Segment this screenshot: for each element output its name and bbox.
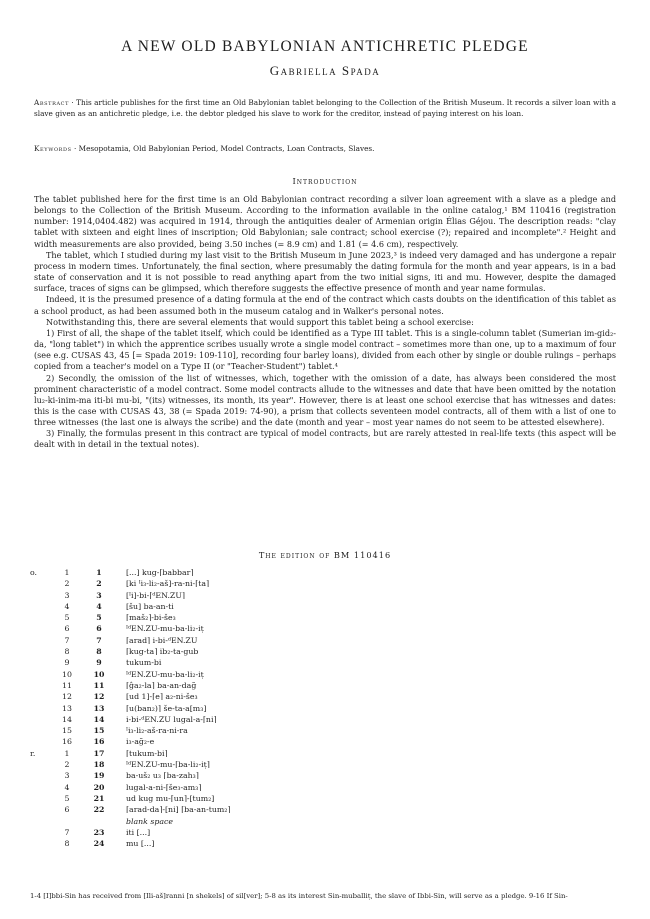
transliteration-line <box>30 793 390 804</box>
intro-paragraph: 1) First of all, the shape of the tablet itself, which could be identified as a Type III tablet. This is a single-column tablet (Sumerian im-gid₂-da, "long tablet") in which the apprentice scribes usually wrote a single model contract – sometimes more than one, up to a maximum of four (see e.g. CUSAS 43, 45 [= Spada 2019: 109-110], recording four barley loans), divided from each other by single or double rulings – perhaps copied from a teacher's model on a Type II (or "Teacher-Student") tablet.⁴ <box>34 327 616 372</box>
line-number-total: 15 <box>93 726 105 736</box>
line-number-total: 10 <box>93 669 105 679</box>
line-number-side: 7 <box>64 827 70 837</box>
line-number-side: 9 <box>64 658 70 668</box>
article-author: Gabriella Spada <box>269 63 381 78</box>
line-text: tukum-bi <box>126 658 162 668</box>
transliteration-line <box>30 669 390 680</box>
transliteration-line <box>30 612 390 623</box>
line-number-side: 8 <box>64 647 70 657</box>
transliteration-line <box>30 748 390 759</box>
line-text: i₃-ag̃₂-e <box>126 737 155 747</box>
line-number-side: 13 <box>62 703 72 713</box>
line-number-side: 2 <box>64 760 70 770</box>
line-number-side: 16 <box>62 737 72 747</box>
transliteration-line <box>30 804 390 815</box>
line-number-total: 23 <box>93 827 105 837</box>
line-number-total: 3 <box>96 590 102 600</box>
transliteration-line <box>30 759 390 770</box>
line-text: [...] kug-⌈babbar⌉ <box>126 568 194 577</box>
abstract-separator: · <box>69 98 77 107</box>
line-number-total: 12 <box>93 692 105 702</box>
transliteration-line <box>30 691 390 702</box>
keywords <box>34 143 616 154</box>
line-number-total: 5 <box>96 613 102 623</box>
line-number-total: 22 <box>93 805 105 815</box>
transliteration-line <box>30 838 390 849</box>
transliteration-line <box>30 770 390 781</box>
abstract-text: This article publishes for the first time an Old Babylonian tablet belonging to the Collection of the British Museum. It records a silver loan with a slave given as an antichretic pledge, i.e. the debtor pledged his slave to work for the creditor, instead of paying interest on his loan. <box>34 98 616 119</box>
line-text: ᴵi₃-li₂-aš-ra-ni-ra <box>126 726 188 736</box>
line-text: lugal-a-ni-⌈še₃-am₃⌉ <box>126 782 202 792</box>
line-number-side: 15 <box>62 726 72 736</box>
line-number-side: 5 <box>64 793 70 803</box>
line-number-side: 3 <box>64 771 70 781</box>
line-side: r. <box>30 748 36 758</box>
line-number-total: 11 <box>93 680 105 690</box>
line-number-side: 12 <box>62 692 72 702</box>
translation-note: 1-4 [I]bbi-Sin has received from [Ili-aš]ranni [n shekels] of sil[ver]; 5-8 as its interest Sin-muballiṭ, the slave of Ibbi-Sin, will serve as a pledge. 9-16 If Sin- <box>30 892 568 900</box>
line-number-side: 6 <box>64 624 70 634</box>
line-number-total: 16 <box>93 737 105 747</box>
transliteration-line <box>30 590 390 601</box>
abstract-label: Abstract <box>34 98 70 107</box>
transliteration-line <box>30 601 390 612</box>
line-number-side: 14 <box>62 714 72 724</box>
transliteration-line <box>30 646 390 657</box>
transliteration-line <box>30 782 390 793</box>
line-number-total: 17 <box>93 748 105 758</box>
introduction-body <box>34 194 616 451</box>
transliteration-line <box>30 725 390 736</box>
transliteration-line <box>30 827 390 838</box>
transliteration-line <box>30 703 390 714</box>
line-number-total: 7 <box>96 635 102 645</box>
line-text: [ki ᴵi₃-li₂-aš]-ra-ni-⌈ta⌉ <box>126 579 210 589</box>
line-text: iti [...] <box>126 827 151 837</box>
line-text: [ud 1]-⌈e⌉ a₂-ni-še₃ <box>126 692 198 702</box>
line-number-total: 20 <box>93 782 105 792</box>
line-text: ⌈arad⌉ i-bi-ᵈEN.ZU <box>126 635 198 645</box>
intro-paragraph: 2) Secondly, the omission of the list of witnesses, which, together with the omission of a date, has always been considered the most prominent characteristic of a model contract. Some model contracts allude to the witnesses and date that have been omitted by the notation lu₂-ki-inim-ma iti-bi mu-bi, "(its) witnesses, its month, its year". However, there is at least one school exercise that has witnesses and dates: this is the case with CUSAS 43, 38 (= Spada 2019: 74-90), a prism that collects seventeen model contracts, all of them with a list of one to three witnesses (the last one is always the scribe) and the date (month and year – most year names do not seem to be attested elsewhere). <box>34 372 616 428</box>
line-text: ᴵᵈEN.ZU-mu-ba-li₂-iṭ <box>126 624 204 634</box>
line-number-total: 9 <box>96 658 102 668</box>
article-title: A NEW OLD BABYLONIAN ANTICHRETIC PLEDGE <box>121 38 529 55</box>
intro-paragraph: The tablet, which I studied during my last visit to the British Museum in June 2023,³ is indeed very damaged and has undergone a repair process in modern times. Unfortunately, the final section, where presumably the dating formula for the month and year appears, is in a bad state of conservation and it is not possible to read anything apart from the two initial signs, iti and mu. However, despite the damaged surface, traces of signs can be glimpsed, which therefore suggests the effective presence of month and year name formulas. <box>34 249 616 294</box>
transliteration-line <box>30 657 390 668</box>
line-text: ⌈kug-ta⌉ ib₂-ta-gub <box>126 647 199 657</box>
line-number-total: 2 <box>96 579 102 589</box>
line-text: ud kug mu-⌈un⌉-[tum₂] <box>126 793 215 803</box>
intro-paragraph: Notwithstanding this, there are several elements that would support this tablet being a school exercise: <box>46 316 474 327</box>
transliteration-table <box>30 567 390 849</box>
line-side: o. <box>30 568 38 577</box>
line-text: ᴵᵈEN.ZU-mu-⌈ba-li₂-iṭ⌉ <box>126 760 210 770</box>
line-number-total: 6 <box>96 624 102 634</box>
line-number-total: 18 <box>93 760 105 770</box>
line-number-side: 1 <box>64 568 70 577</box>
line-text: [šu] ba-an-ti <box>126 601 174 611</box>
line-number-total: 4 <box>96 601 102 611</box>
intro-paragraph: The tablet published here for the first time is an Old Babylonian contract recording a silver loan agreement with a slave as a pledge and belongs to the Collection of the British Museum. According to the information available in the online catalog,¹ BM 110416 (registration number: 1914,0404.482) was acquired in 1914, through the antiquities dealer of Armenian origin Élias Géjou. The description reads: "clay tablet with sixteen and eight lines of inscription; Old Babylonian; sale contract; school exercise (?); repaired and incomplete".² Height and width measurements are also provided, being 3.50 inches (= 8.9 cm) and 1.81 (= 4.6 cm), respectively. <box>34 194 616 249</box>
transliteration-line <box>30 714 390 725</box>
intro-paragraph: 3) Finally, the formulas present in this contract are typical of model contracts, but are rarely attested in real-life texts (this aspect will be dealt with in detail in the textual notes). <box>34 428 616 450</box>
line-number-side: 8 <box>64 839 70 849</box>
transliteration-line <box>30 623 390 634</box>
keywords-label: Keywords <box>34 144 72 153</box>
line-text: [ᴵi]-bi-⌈ᵈEN.ZU⌉ <box>126 590 185 600</box>
keywords-separator: · <box>71 144 79 153</box>
line-text: i-bi-ᵈEN.ZU lugal-a-⌈ni⌉ <box>126 714 217 724</box>
keywords-text: Mesopotamia, Old Babylonian Period, Model Contracts, Loan Contracts, Slaves. <box>78 144 375 153</box>
line-text: ⌈arad-da⌉-[ni] ⌈ba-an-tum₂⌉ <box>126 805 231 815</box>
line-text: blank space <box>126 816 173 826</box>
abstract <box>34 97 616 120</box>
line-text: ⌈tukum-bi⌉ <box>126 748 168 758</box>
transliteration-line <box>30 736 390 747</box>
line-number-side: 1 <box>64 748 70 758</box>
line-number-side: 3 <box>64 590 70 600</box>
line-number-total: 13 <box>93 703 105 713</box>
line-number-side: 10 <box>62 669 72 679</box>
line-text: ᴵᵈEN.ZU-mu-ba-li₂-iṭ <box>126 669 204 679</box>
line-number-side: 4 <box>64 601 70 611</box>
line-number-side: 7 <box>64 635 70 645</box>
line-number-total: 24 <box>93 839 105 849</box>
line-number-total: 14 <box>93 714 105 724</box>
line-number-total: 19 <box>93 771 105 781</box>
line-number-side: 11 <box>62 680 72 690</box>
transliteration-line <box>30 635 390 646</box>
line-text: mu [...] <box>126 839 155 849</box>
transliteration-line <box>30 816 390 827</box>
transliteration-line <box>30 567 390 578</box>
line-text: ⌈ĝa₂-la⌉ ba-an-dag̃ <box>126 680 197 690</box>
intro-paragraph: Indeed, it is the presumed presence of a dating formula at the end of the contract which casts doubts on the identification of this tablet as a school product, as had been assumed both in the museum catalog and in Walker's personal notes. <box>34 294 616 316</box>
section-heading-edition: The edition of BM 110416 <box>258 550 392 560</box>
line-text: ⌈u(ban₂)⌉ še-ta-a[m₃] <box>126 703 207 713</box>
section-heading-introduction: Introduction <box>292 176 358 186</box>
line-number-total: 8 <box>96 647 102 657</box>
line-number-side: 6 <box>64 805 70 815</box>
line-number-side: 4 <box>64 782 70 792</box>
line-text: ⌈maš₂⌉-bi-še₃ <box>126 613 176 623</box>
line-number-total: 21 <box>93 793 105 803</box>
transliteration-line <box>30 680 390 691</box>
line-number-total: 1 <box>96 568 102 577</box>
transliteration-line <box>30 578 390 589</box>
line-number-side: 5 <box>64 613 70 623</box>
line-text: ba-uš₂ u₃ ⌈ba-zah₃⌉ <box>126 771 199 781</box>
line-number-side: 2 <box>64 579 70 589</box>
